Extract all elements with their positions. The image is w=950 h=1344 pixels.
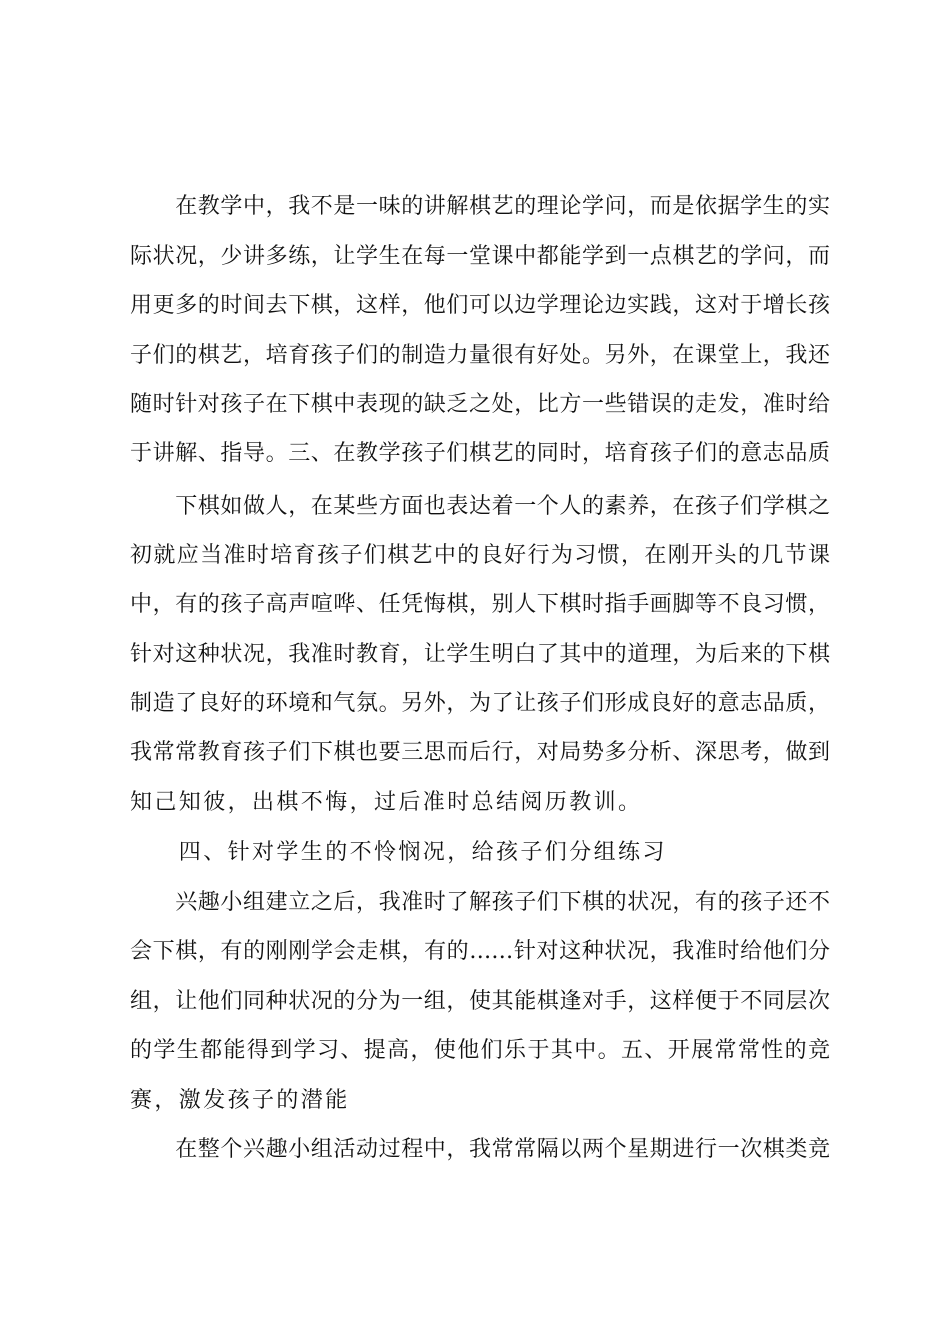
text-line: 际状况，少讲多练，让学生在每一堂课中都能学到一点棋艺的学问，而 [130,244,830,269]
text-line: 中，有的孩子高声喧哗、任凭悔棋，别人下棋时指手画脚等不良习惯， [130,592,830,617]
text-line: 随时针对孩子在下棋中表现的缺乏之处，比方一些错误的走发，准时给 [130,392,830,417]
text-line: 子们的棋艺，培育孩子们的制造力量很有好处。另外，在课堂上，我还 [130,343,830,368]
text-line: 于讲解、指导。三、在教学孩子们棋艺的同时，培育孩子们的意志品质 [130,441,830,466]
text-line: 用更多的时间去下棋，这样，他们可以边学理论边实践，这对于增长孩 [130,293,830,318]
text-line: 组，让他们同种状况的分为一组，使其能棋逢对手，这样便于不同层次 [130,989,830,1014]
text-line: 我常常教育孩子们下棋也要三思而后行，对局势多分析、深思考，做到 [130,740,830,765]
text-line: 赛，激发孩子的潜能 [130,1088,350,1113]
text-line: 在整个兴趣小组活动过程中，我常常隔以两个星期进行一次棋类竞 [130,1137,830,1162]
text-line: 知己知彼，出棋不悔，过后准时总结阅历教训。 [130,790,643,815]
text-line: 初就应当准时培育孩子们棋艺中的良好行为习惯，在刚开头的几节课 [130,543,830,568]
text-line: 制造了良好的环境和气氛。另外，为了让孩子们形成良好的意志品质， [130,691,830,716]
section-heading: 四、针对学生的不怜悯况，给孩子们分组练习 [130,840,667,865]
text-line: 下棋如做人，在某些方面也表达着一个人的素养，在孩子们学棋之 [130,494,830,519]
text-line: 针对这种状况，我准时教育，让学生明白了其中的道理，为后来的下棋 [130,642,830,667]
text-line: 兴趣小组建立之后，我准时了解孩子们下棋的状况，有的孩子还不 [130,890,830,915]
text-line: 会下棋，有的刚刚学会走棋，有的……针对这种状况，我准时给他们分 [130,939,830,964]
text-line: 的学生都能得到学习、提高，使他们乐于其中。五、开展常常性的竞 [130,1038,830,1063]
text-line: 在教学中，我不是一味的讲解棋艺的理论学问，而是依据学生的实 [130,194,830,219]
